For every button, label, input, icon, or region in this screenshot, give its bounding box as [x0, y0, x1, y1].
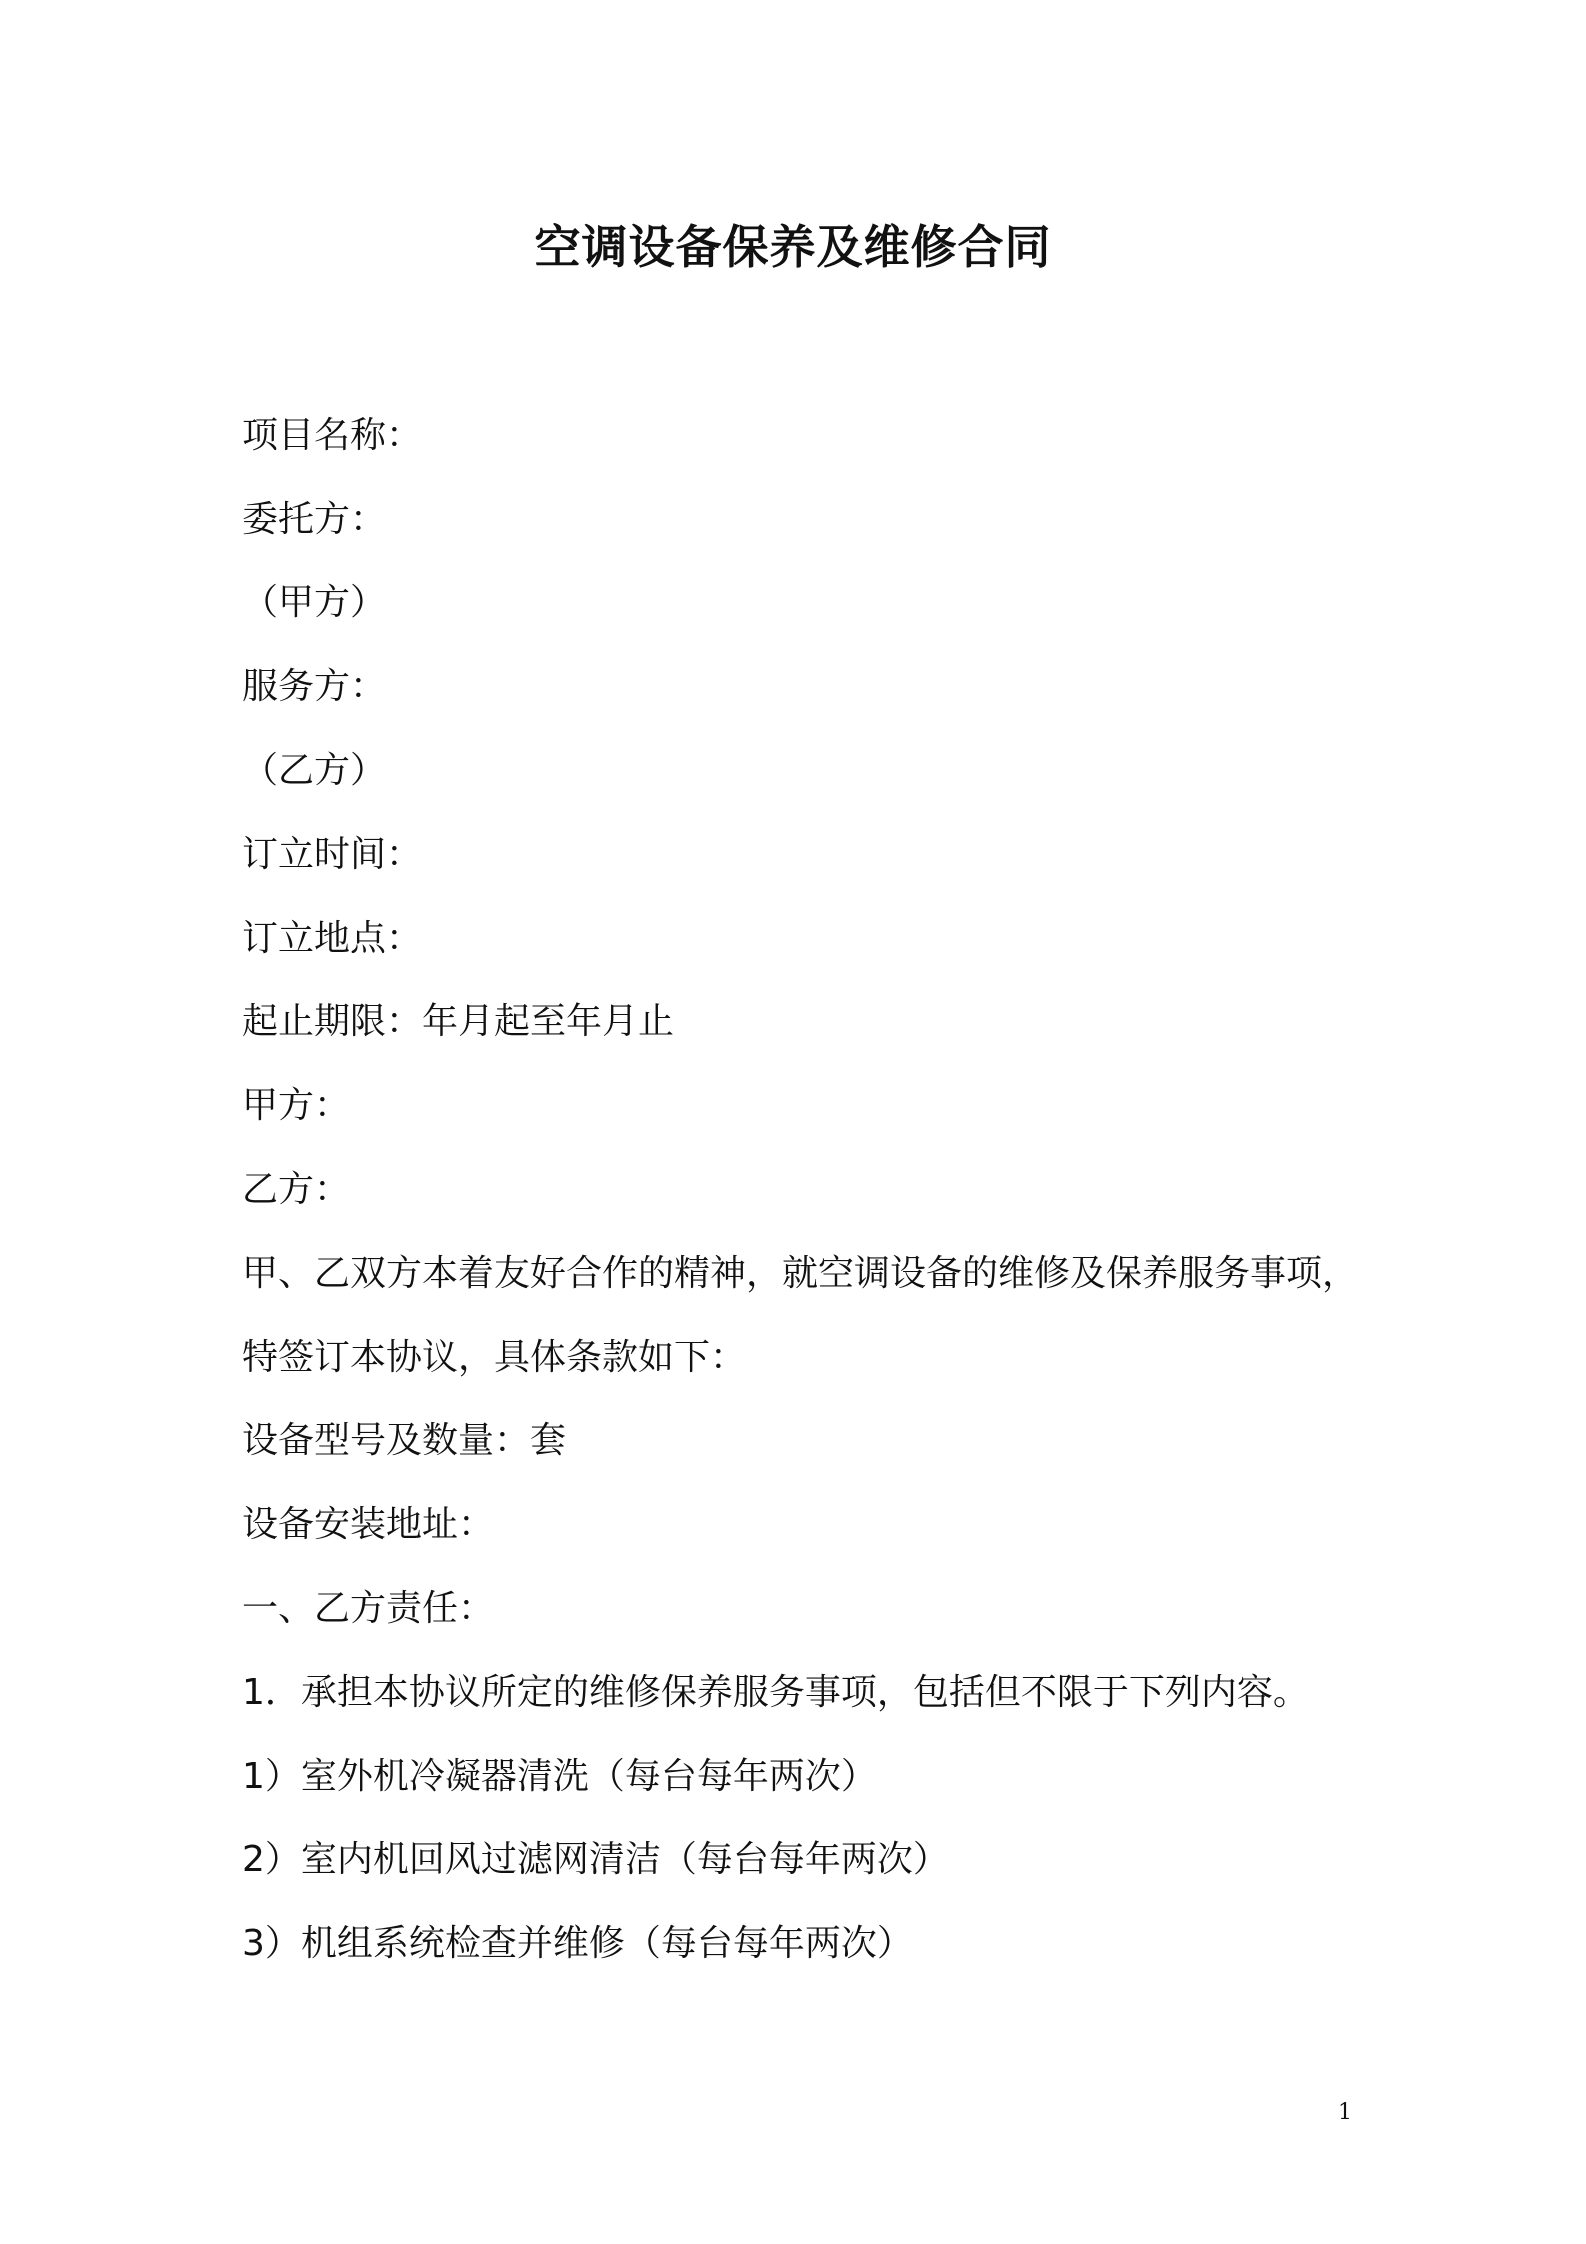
party-b-label-line: （乙方） — [242, 750, 387, 791]
signing-time-line: 订立时间： — [242, 834, 423, 875]
party-b-line: 乙方： — [242, 1169, 351, 1210]
section-heading: 一、乙方责任： — [242, 1588, 495, 1629]
list-item-3: 3）机组系统检查并维修（每台每年两次） — [242, 1923, 913, 1964]
equipment-model-line: 设备型号及数量：套 — [242, 1420, 567, 1461]
document-title: 空调设备保养及维修合同 — [534, 220, 1052, 274]
list-item-1: 1）室外机冷凝器清洗（每台每年两次） — [242, 1756, 877, 1797]
page-number: 1 — [1338, 2100, 1352, 2125]
clause-1-line: 1．承担本协议所定的维修保养服务事项，包括但不限于下列内容。 — [242, 1672, 1309, 1713]
list-item-2: 2）室内机回风过滤网清洁（每台每年两次） — [242, 1839, 949, 1880]
party-a-label-line: （甲方） — [242, 582, 387, 623]
client-line: 委托方： — [242, 499, 387, 540]
project-name-line: 项目名称： — [242, 415, 423, 456]
signing-place-line: 订立地点： — [242, 918, 423, 959]
party-a-line: 甲方： — [242, 1085, 351, 1126]
preamble-line-2: 特签订本协议，具体条款如下： — [242, 1337, 747, 1378]
installation-address-line: 设备安装地址： — [242, 1504, 495, 1545]
term-period-line: 起止期限：年月起至年月止 — [242, 1001, 675, 1042]
preamble-line-1: 甲、乙双方本着友好合作的精神，就空调设备的维修及保养服务事项， — [242, 1253, 1359, 1294]
service-provider-line: 服务方： — [242, 666, 387, 707]
